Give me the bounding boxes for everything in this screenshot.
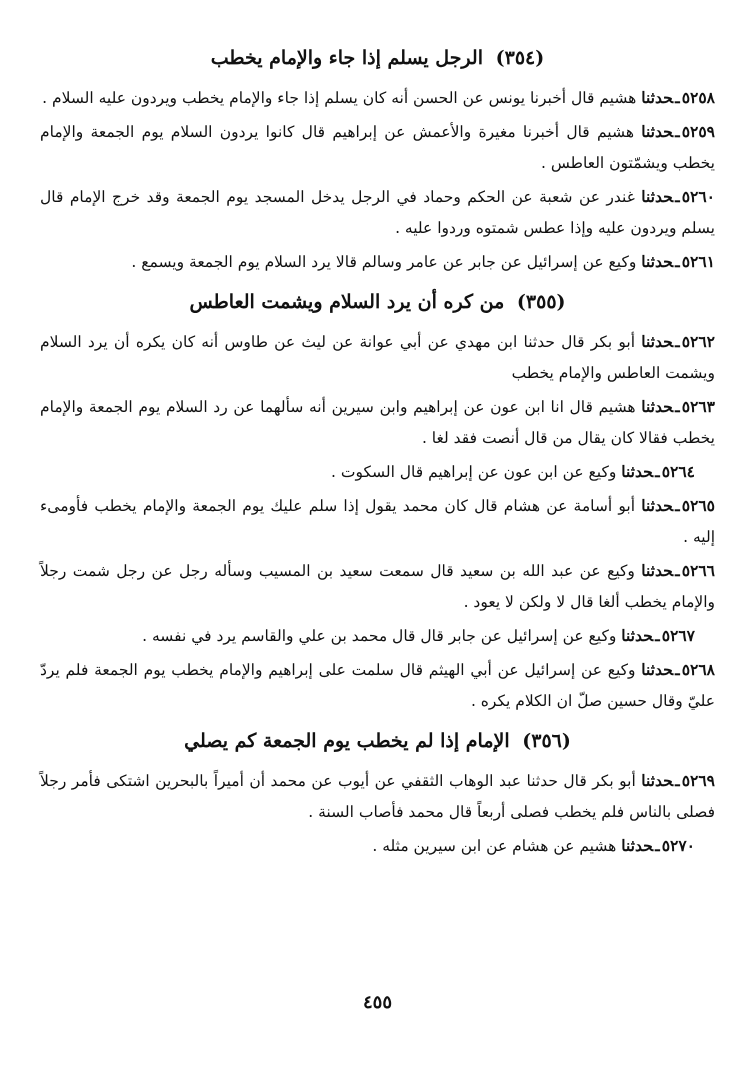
hadith-number: ٥٢٦٢ bbox=[681, 332, 715, 351]
hadith-entry: ٥٢٦٥ـحدثنا أبو أسامة عن هشام قال كان محمد يقول إذا سلم عليك يوم الجمعة والإمام يخطب فأومىء إليه . bbox=[40, 496, 715, 546]
hadith-number: ٥٢٦٤ bbox=[661, 462, 695, 481]
hadith-text: أبو أسامة عن هشام قال كان محمد يقول إذا سلم عليك يوم الجمعة والإمام يخطب فأومىء إليه . bbox=[40, 497, 715, 546]
hadith-entry: ٥٢٦١ـحدثنا وكيع عن إسرائيل عن جابر عن عامر وسالم قالا يرد السلام يوم الجمعة ويسمع . bbox=[131, 252, 715, 271]
hadith-text: وكيع عن ابن عون عن إبراهيم قال السكوت . bbox=[331, 463, 617, 481]
hadith-lead: حدثنا bbox=[621, 836, 654, 855]
hadith-number: ٥٢٦٨ bbox=[681, 660, 715, 679]
hadith-number: ٥٢٥٨ bbox=[681, 88, 715, 107]
hadith-number: ٥٢٦١ bbox=[681, 252, 715, 271]
hadith-number: ٥٢٦٣ bbox=[681, 397, 715, 416]
book-page bbox=[40, 38, 715, 864]
hadith-entry: ٥٢٦٤ـحدثنا وكيع عن ابن عون عن إبراهيم قال السكوت . bbox=[331, 462, 695, 481]
hadith-lead: حدثنا bbox=[641, 187, 674, 206]
page-number: ٤٥٥ bbox=[362, 992, 392, 1013]
hadith-lead: حدثنا bbox=[641, 561, 674, 580]
hadith-number: ٥٢٦٩ bbox=[681, 771, 715, 790]
hadith-entry: ٥٢٦٩ـحدثنا أبو بكر قال حدثنا عبد الوهاب الثقفي عن أيوب عن محمد أن أميراً بالبحرين اشتكى فأمر رجلاً فصلى بالناس فلم يخطب فصلى أربعاً قال محمد فأصاب السنة . bbox=[40, 771, 715, 821]
hadith-number: ٥٢٦٠ bbox=[681, 187, 715, 206]
hadith-entry: ٥٢٧٠ـحدثنا هشيم عن هشام عن ابن سيرين مثله . bbox=[372, 836, 695, 855]
hadith-entry: ٥٢٦٢ـحدثنا أبو بكر قال حدثنا ابن مهدي عن أبي عوانة عن ليث عن طاوس أنه كان يكره أن يرد السلام ويشمت العاطس والإمام يخطب bbox=[40, 332, 715, 382]
hadith-text: هشيم قال أخبرنا مغيرة والأعمش عن إبراهيم قال كانوا يردون السلام يوم الجمعة والإمام يخطب ويشمّتون العاطس . bbox=[40, 123, 715, 172]
hadith-entry: ٥٢٦٠ـحدثنا غندر عن شعبة عن الحكم وحماد في الرجل يدخل المسجد يوم الجمعة وقد خرج الإمام قال يسلم ويردون عليه وإذا عطس شمتوه وردوا عليه . bbox=[40, 187, 715, 237]
hadith-lead: حدثنا bbox=[641, 122, 674, 141]
hadith-text: هشيم قال أخبرنا يونس عن الحسن أنه كان يسلم إذا جاء والإمام يخطب ويردون عليه السلام . bbox=[42, 89, 637, 107]
chapter-title: الرجل يسلم إذا جاء والإمام يخطب bbox=[210, 47, 483, 69]
hadith-entry: ٥٢٦٨ـحدثنا وكيع عن إسرائيل عن أبي الهيثم قال سلمت على إبراهيم والإمام يخطب يوم الجمعة فلم يردّ عليّ وقال حسين صلّ ان الكلام يكره . bbox=[40, 660, 715, 710]
hadith-entry: ٥٢٦٦ـحدثنا وكيع عن عبد الله بن سعيد قال سمعت سعيد بن المسيب وسأله رجل عن رجل شمت رجلاً والإمام يخطب ألغا قال لا ولكن لا يعود . bbox=[40, 561, 715, 611]
hadith-lead: حدثنا bbox=[621, 462, 654, 481]
hadith-number: ٥٢٦٧ bbox=[661, 626, 695, 645]
hadith-entry: ٥٢٦٣ـحدثنا هشيم قال انا ابن عون عن إبراهيم وابن سيرين أنه سألهما عن رد السلام يوم الجمعة والإمام يخطب فقالا كان يقال من قال أنصت فقد لغا . bbox=[40, 397, 715, 447]
chapter-title: من كره أن يرد السلام ويشمت العاطس bbox=[189, 291, 505, 313]
chapter-heading bbox=[40, 286, 715, 318]
chapter-number: (٣٥٦) bbox=[522, 730, 571, 752]
hadith-text: هشيم قال انا ابن عون عن إبراهيم وابن سيرين أنه سألهما عن رد السلام يوم الجمعة والإمام يخطب فقالا كان يقال من قال أنصت فقد لغا . bbox=[40, 398, 715, 447]
hadith-number: ٥٢٧٠ bbox=[661, 836, 695, 855]
hadith-lead: حدثنا bbox=[641, 252, 674, 271]
chapter-number: (٣٥٥) bbox=[516, 291, 566, 313]
hadith-lead: حدثنا bbox=[641, 332, 674, 351]
hadith-text: وكيع عن إسرائيل عن جابر عن عامر وسالم قالا يرد السلام يوم الجمعة ويسمع . bbox=[131, 253, 637, 271]
hadith-text: وكيع عن عبد الله بن سعيد قال سمعت سعيد بن المسيب وسأله رجل عن رجل شمت رجلاً والإمام يخطب ألغا قال لا ولكن لا يعود . bbox=[40, 562, 715, 611]
chapter-number: (٣٥٤) bbox=[495, 47, 545, 69]
chapter-heading bbox=[40, 42, 715, 74]
hadith-lead: حدثنا bbox=[641, 660, 674, 679]
hadith-lead: حدثنا bbox=[641, 771, 674, 790]
hadith-lead: حدثنا bbox=[641, 496, 674, 515]
chapter-title: الإمام إذا لم يخطب يوم الجمعة كم يصلي bbox=[184, 730, 510, 752]
hadith-number: ٥٢٦٥ bbox=[681, 496, 715, 515]
hadith-text: هشيم عن هشام عن ابن سيرين مثله . bbox=[372, 837, 617, 855]
hadith-entry: ٥٢٦٧ـحدثنا وكيع عن إسرائيل عن جابر قال قال محمد بن علي والقاسم يرد في نفسه . bbox=[142, 626, 695, 645]
hadith-text: غندر عن شعبة عن الحكم وحماد في الرجل يدخل المسجد يوم الجمعة وقد خرج الإمام قال يسلم ويردون عليه وإذا عطس شمتوه وردوا عليه . bbox=[40, 188, 715, 237]
hadith-lead: حدثنا bbox=[641, 397, 674, 416]
hadith-text: أبو بكر قال حدثنا عبد الوهاب الثقفي عن أيوب عن محمد أن أميراً بالبحرين اشتكى فأمر رجلاً فصلى بالناس فلم يخطب فصلى أربعاً قال محمد فأصاب السنة . bbox=[40, 772, 715, 821]
hadith-text: أبو بكر قال حدثنا ابن مهدي عن أبي عوانة عن ليث عن طاوس أنه كان يكره أن يرد السلام ويشمت العاطس والإمام يخطب bbox=[40, 333, 715, 382]
hadith-lead: حدثنا bbox=[621, 626, 654, 645]
hadith-text: وكيع عن إسرائيل عن أبي الهيثم قال سلمت على إبراهيم والإمام يخطب يوم الجمعة فلم يردّ عليّ وقال حسين صلّ ان الكلام يكره . bbox=[40, 661, 715, 710]
hadith-entry: ٥٢٥٩ـحدثنا هشيم قال أخبرنا مغيرة والأعمش عن إبراهيم قال كانوا يردون السلام يوم الجمعة والإمام يخطب ويشمّتون العاطس . bbox=[40, 122, 715, 172]
hadith-entry: ٥٢٥٨ـحدثنا هشيم قال أخبرنا يونس عن الحسن أنه كان يسلم إذا جاء والإمام يخطب ويردون عليه السلام . bbox=[42, 88, 715, 107]
hadith-text: وكيع عن إسرائيل عن جابر قال قال محمد بن علي والقاسم يرد في نفسه . bbox=[142, 627, 617, 645]
hadith-number: ٥٢٥٩ bbox=[681, 122, 715, 141]
hadith-lead: حدثنا bbox=[641, 88, 674, 107]
hadith-number: ٥٢٦٦ bbox=[681, 561, 715, 580]
chapter-heading bbox=[40, 725, 715, 757]
